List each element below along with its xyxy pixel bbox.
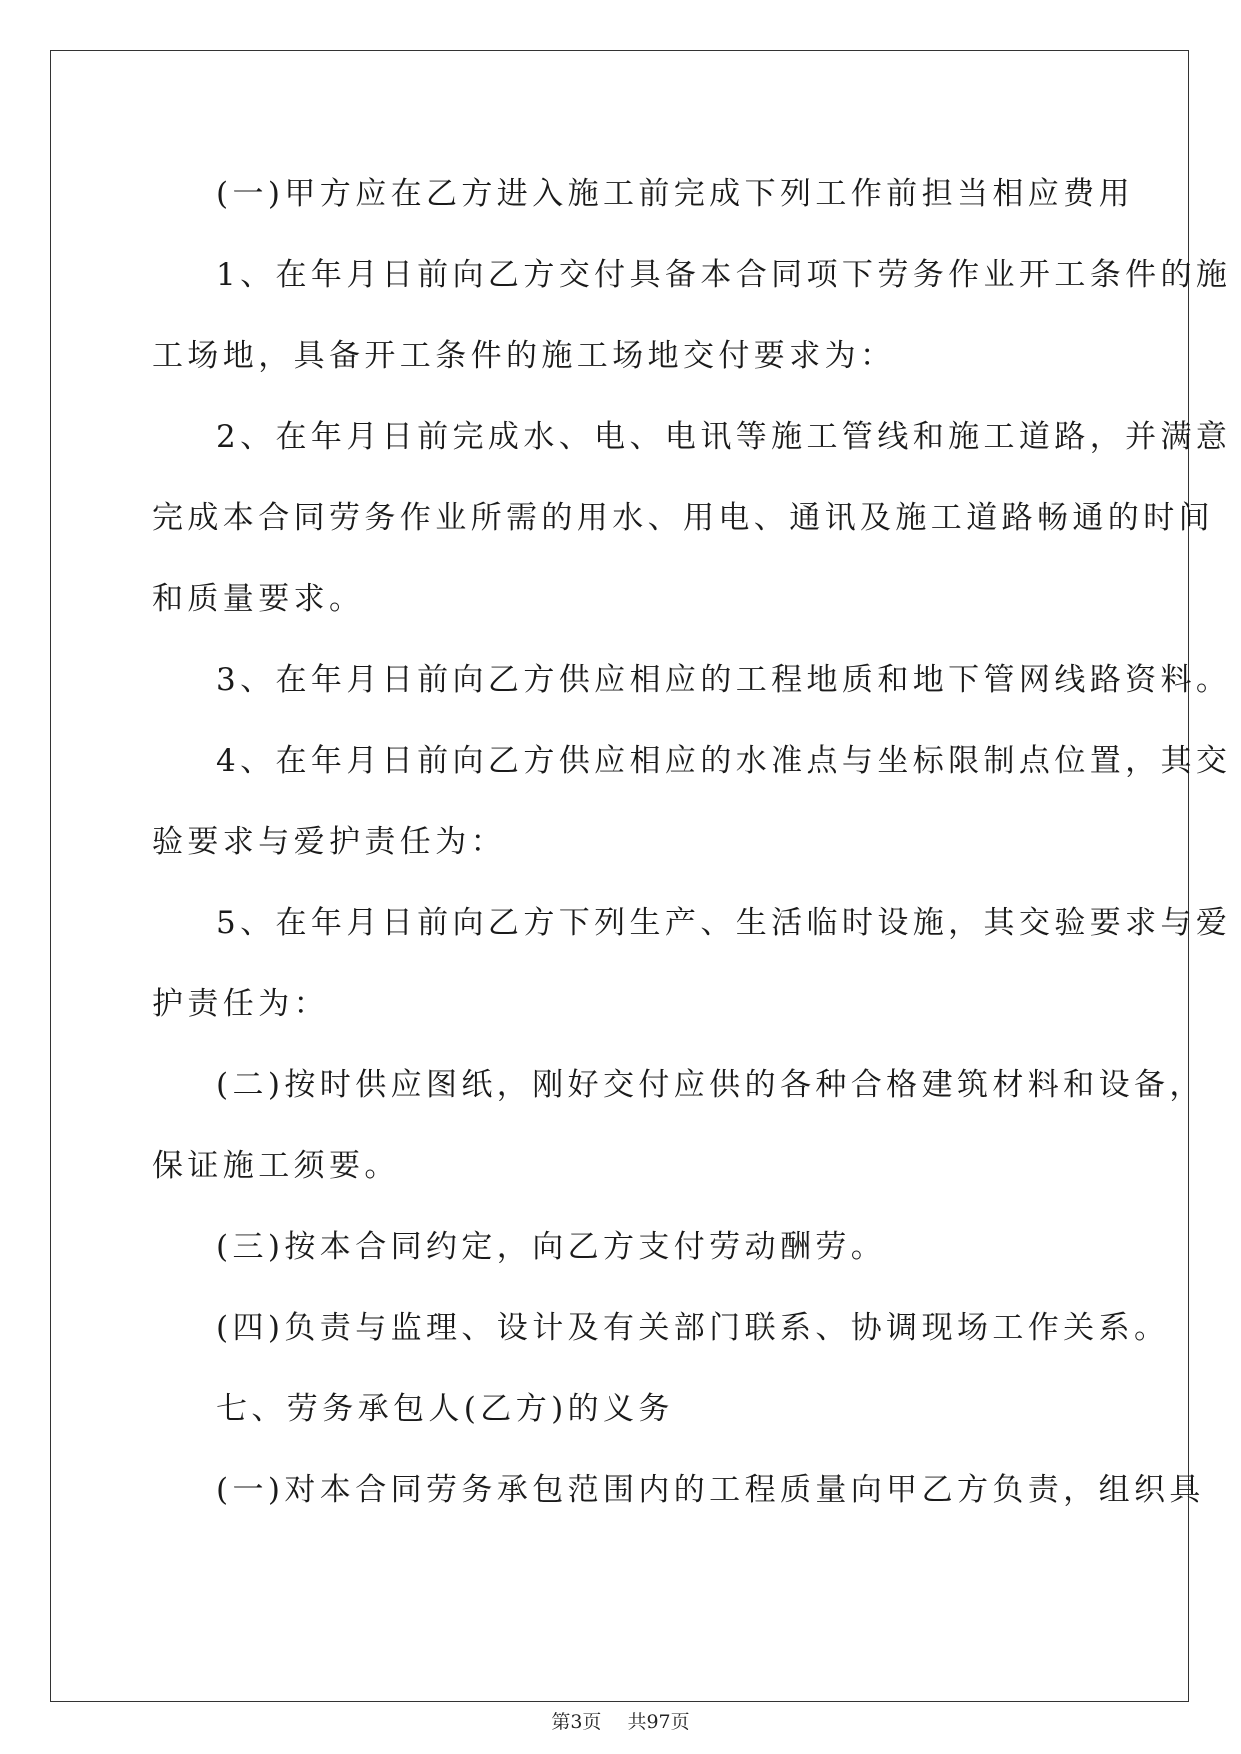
page-total: 共97页 xyxy=(627,1711,690,1733)
text-line: (二)按时供应图纸，刚好交付应供的各种合格建筑材料和设备， xyxy=(216,1067,1205,1103)
text-line: 工场地，具备开工条件的施工场地交付要求为： xyxy=(152,338,896,374)
text-line: 和质量要求。 xyxy=(152,581,365,617)
text-line: 七、劳务承包人(乙方)的义务 xyxy=(216,1391,674,1427)
page-footer xyxy=(0,1707,1241,1734)
text-line: 验要求与爱护责任为： xyxy=(152,824,506,860)
text-line: 3、在年月日前向乙方供应相应的工程地质和地下管网线路资料。 xyxy=(216,662,1232,698)
text-line: 保证施工须要。 xyxy=(152,1148,400,1184)
text-line: (三)按本合同约定，向乙方支付劳动酬劳。 xyxy=(216,1229,887,1265)
page-number: 第3页 xyxy=(551,1711,602,1733)
text-line: 2、在年月日前完成水、电、电讯等施工管线和施工道路，并满意 xyxy=(216,419,1232,455)
text-line: 护责任为： xyxy=(152,986,329,1022)
document-body xyxy=(152,154,1232,1531)
text-line: 5、在年月日前向乙方下列生产、生活临时设施，其交验要求与爱 xyxy=(216,905,1232,941)
text-line: (四)负责与监理、设计及有关部门联系、协调现场工作关系。 xyxy=(216,1310,1170,1346)
text-line: 4、在年月日前向乙方供应相应的水准点与坐标限制点位置，其交 xyxy=(216,743,1232,779)
text-line: 完成本合同劳务作业所需的用水、用电、通讯及施工道路畅通的时间 xyxy=(152,500,1214,536)
text-line: 1、在年月日前向乙方交付具备本合同项下劳务作业开工条件的施 xyxy=(216,257,1232,293)
text-line: (一)甲方应在乙方进入施工前完成下列工作前担当相应费用 xyxy=(216,176,1134,212)
text-line: (一)对本合同劳务承包范围内的工程质量向甲乙方负责，组织具 xyxy=(216,1472,1205,1508)
